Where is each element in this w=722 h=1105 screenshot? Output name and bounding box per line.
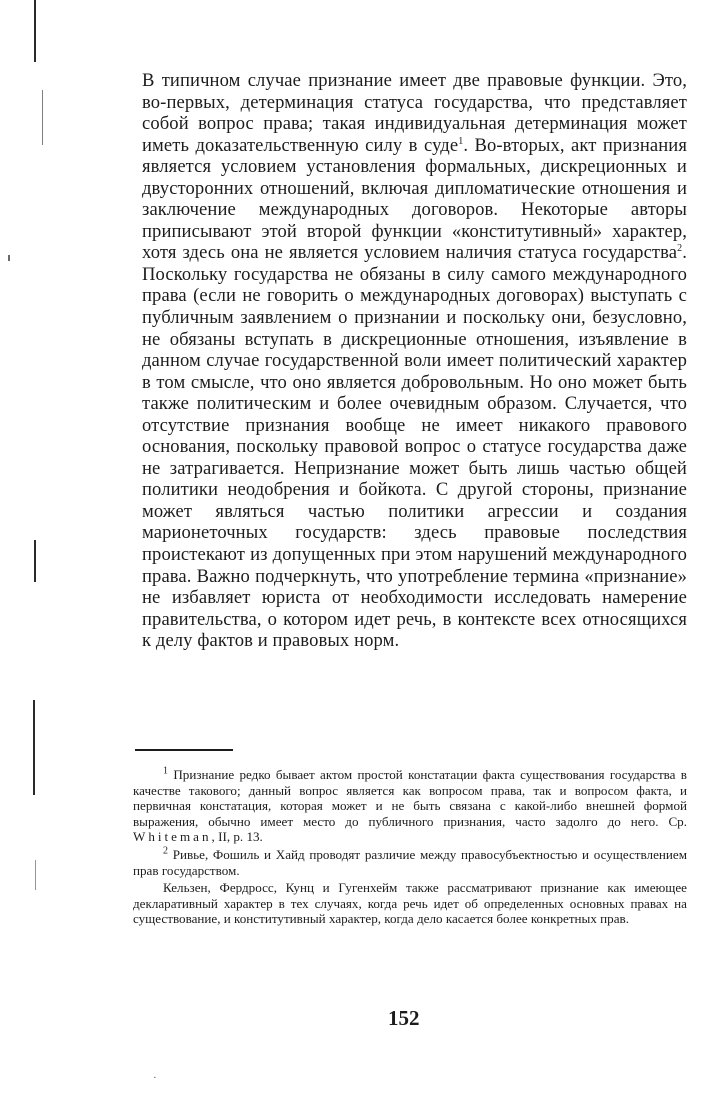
footnote-1 xyxy=(133,767,687,845)
footnote-ref-2: 2 xyxy=(677,243,683,255)
body-text-part-3: . Поскольку государства не обязаны в силу самого международного права (если не говорить о международных договорах) выступать с публичным заявлением о признании и поскольку они, безусловно, не обязаны вступать в дискреционные отношения, изъявление в данном случае государственной воли имеет политический характер в том смысле, что оно является добровольным. Но оно может быть также политическим и более очевидным образом. Случается, что отсутствие признания вообще не имеет никакого правового основания, поскольку правовой вопрос о статусе государства даже не затрагивается. Непризнание может быть лишь частью общей политики неодобрения и бойкота. С другой стороны, признание может являться частью политики агрессии и создания марионеточных государств: здесь правовые последствия проистекают из допущенных при этом нарушений международного права. Важно подчеркнуть, что употребление термина «признание» не избавляет юриста от необходимости исследовать намерение правительства, о котором идет речь, в контексте всех относящихся к делу фактов и правовых норм. xyxy=(142,242,687,652)
footnote-1-marker: 1 xyxy=(163,765,168,777)
scan-edge-dot-1 xyxy=(8,255,10,261)
footnote-1-ref: , II, p. 13. xyxy=(211,829,263,845)
scan-edge-dot-2 xyxy=(35,860,36,890)
main-paragraph xyxy=(142,70,687,652)
footnotes xyxy=(133,767,687,927)
footnote-2-continued-text: Кельзен, Фердросс, Кунц и Гугенхейм также рассматривают признание как имеющее декларативный характер в тех случаях, когда речь идет об определенных основных правах на существование, и конститутивный характер, когда дело касается более конкретных прав. xyxy=(133,880,687,927)
body-text xyxy=(142,70,687,652)
body-text-part-2: . Во-вторых, акт признания является условием установления формальных, дискреционных и двусторонних отношений, включая дипломатические отношения и заключение международных договоров. Некоторые авторы приписывают этой второй функции «конститутивный» характер, хотя здесь она не является условием наличия статуса государства xyxy=(142,134,687,264)
footnote-1-author: Whiteman xyxy=(133,829,212,845)
footnote-2-marker: 2 xyxy=(163,845,168,857)
footnote-ref-1: 1 xyxy=(458,135,464,147)
scan-edge-line-top xyxy=(34,0,36,62)
scan-edge-line-mid xyxy=(34,540,36,582)
scan-edge-line-lower xyxy=(33,700,35,795)
footnote-2-text: Ривье, Фошиль и Хайд проводят различие между правосубъектностью и осуществлением прав государством. xyxy=(133,846,687,878)
footnote-1-text: Признание редко бывает актом простой констатации факта существования государства в качестве такового; данный вопрос является как вопросом права, так и вопросом факта, и первичная констатация, которая может и не быть связана с какой-либо внешней формой выражения, обычно имеет место до публичного признания, часто задолго до него. Ср. xyxy=(133,767,687,829)
page-number: 152 xyxy=(388,1006,420,1030)
footnote-2-continued xyxy=(133,880,687,927)
scan-speck: · xyxy=(153,1072,157,1084)
footnote-separator xyxy=(135,749,233,751)
body-text-part-1: В типичном случае признание имеет две правовые функции. Это, во-первых, детерминация статуса государства, что представляет собой вопрос права; такая индивидуальная детерминация может иметь доказательственную силу в суде xyxy=(142,70,687,156)
footnote-2 xyxy=(133,847,687,878)
scan-edge-line-upper xyxy=(42,90,43,145)
